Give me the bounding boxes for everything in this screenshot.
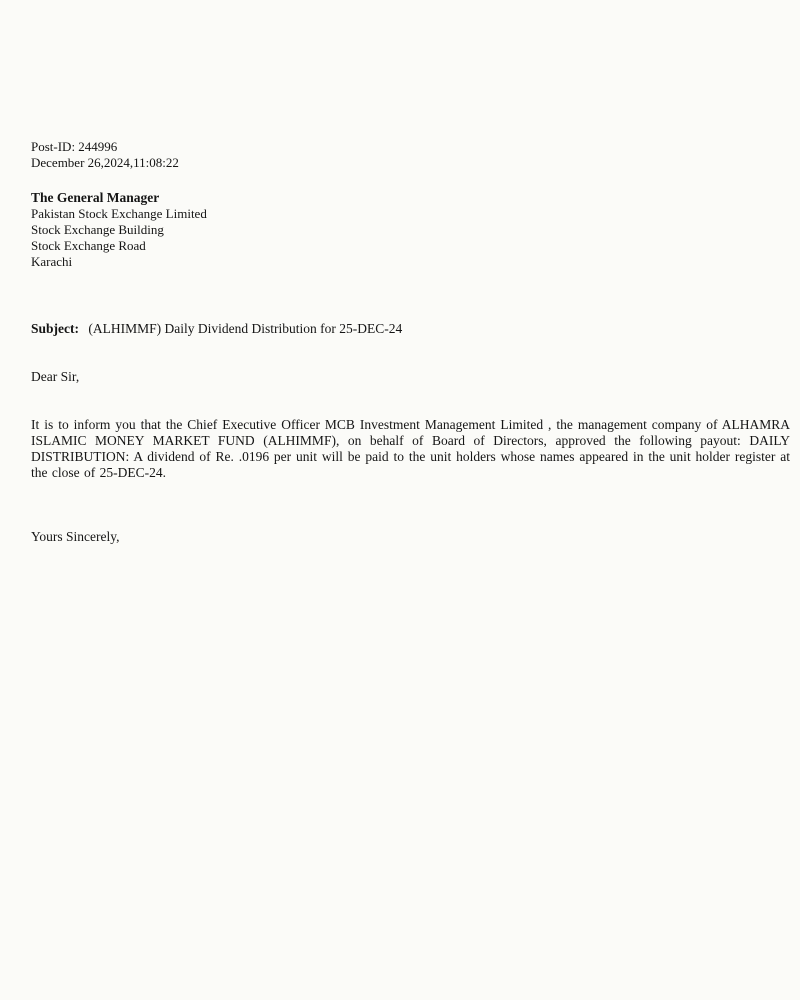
recipient-address-line: Stock Exchange Building bbox=[31, 222, 164, 237]
recipient-name: The General Manager bbox=[31, 190, 160, 205]
recipient-block bbox=[31, 190, 790, 270]
recipient-address-line: Karachi bbox=[31, 254, 73, 269]
closing: Yours Sincerely, bbox=[31, 529, 120, 544]
subject-label: Subject: bbox=[31, 321, 79, 336]
salutation: Dear Sir, bbox=[31, 369, 80, 384]
letter-datetime: December 26,2024,11:08:22 bbox=[31, 155, 179, 170]
subject-line bbox=[31, 321, 790, 337]
letter-body: It is to inform you that the Chief Executive Officer MCB Investment Management Limited , the management company of ALHAMRA ISLAMIC MONEY MARKET FUND (ALHIMMF), on behalf of Board of Directors, approved the following payout: DAILY DISTRIBUTION: A dividend of Re. .0196 per unit will be paid to the unit holders whose names appeared in the unit holder register at the close of 25-DEC-24. bbox=[31, 417, 790, 480]
recipient-address-line: Stock Exchange Road bbox=[31, 238, 146, 253]
subject-text: (ALHIMMF) Daily Dividend Distribution for 25-DEC-24 bbox=[88, 321, 403, 336]
recipient-address-line: Pakistan Stock Exchange Limited bbox=[31, 206, 207, 221]
post-id: Post-ID: 244996 bbox=[31, 139, 118, 154]
